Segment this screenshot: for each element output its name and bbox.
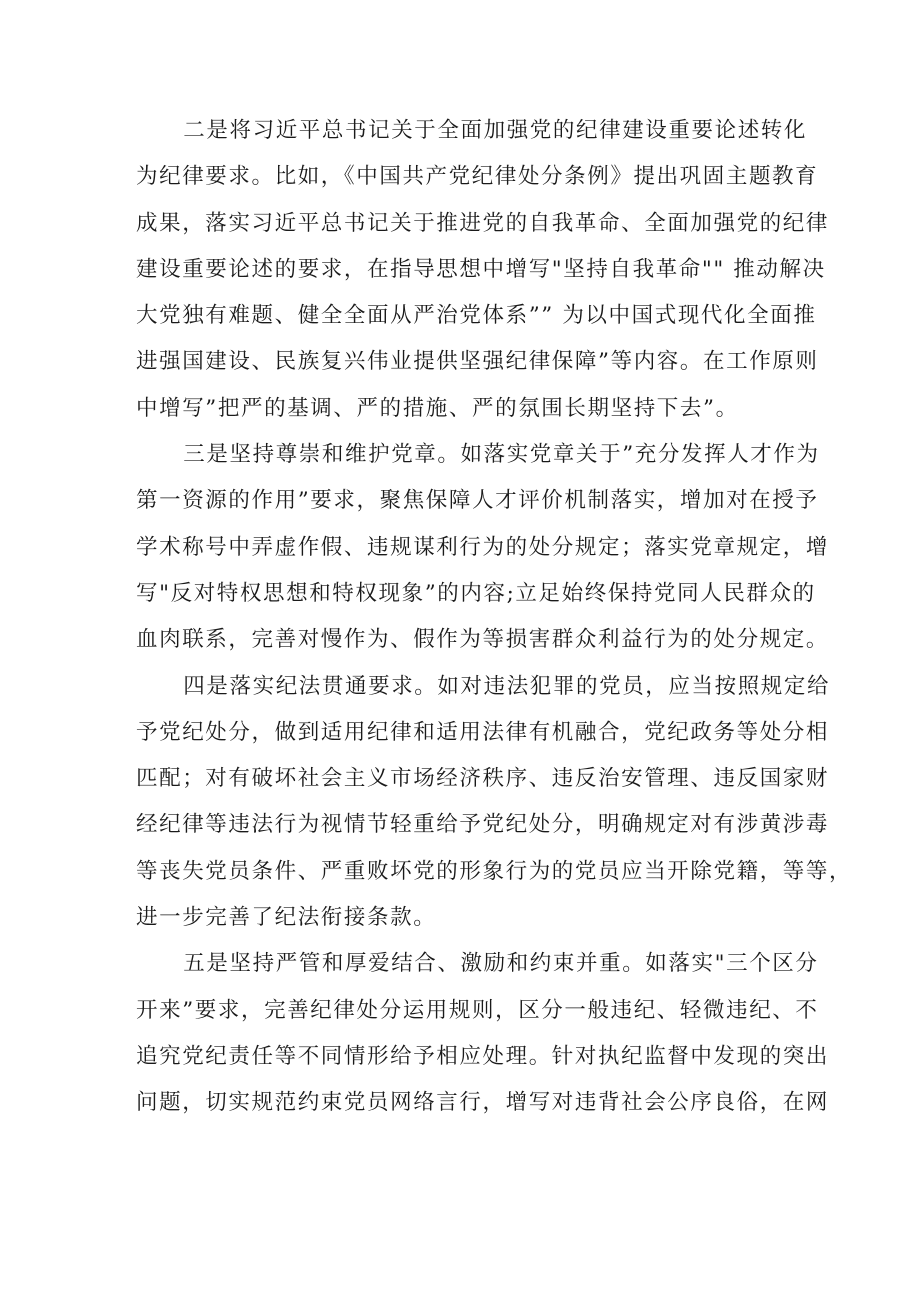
text-line: 学术称号中弄虚作假、违规谋利行为的处分规定；落实党章规定，增 xyxy=(136,534,830,560)
text-line: 等丧失党员条件、严重败坏党的形象行为的党员应当开除党籍，等等， xyxy=(136,858,853,884)
paragraph-5 xyxy=(136,941,830,1126)
paragraph-4 xyxy=(136,664,853,942)
text-line: 为纪律要求。比如，《中国共产党纪律处分条例》提出巩固主题教育 xyxy=(136,164,819,190)
text-line: 问题，切实规范约束党员网络言行，增写对违背社会公序良俗，在网 xyxy=(136,1090,830,1116)
text-line: 追究党纪责任等不同情形给予相应处理。针对执纪监督中发现的突出 xyxy=(136,1043,830,1069)
text-line: 四是落实纪法贯通要求。如对违法犯罪的党员，应当按照规定给 xyxy=(183,673,831,699)
text-line: 中增写”把严的基调、严的措施、严的氛围长期坚持下去”。 xyxy=(136,395,739,421)
text-line: 进强国建设、民族复兴伟业提供坚强纪律保障”等内容。在工作原则 xyxy=(136,349,819,375)
text-line: 进一步完善了纪法衔接条款。 xyxy=(136,905,437,931)
text-line: 第一资源的作用”要求，聚焦保障人才评价机制落实，增加对在授予 xyxy=(136,488,819,514)
text-line: 成果，落实习近平总书记关于推进党的自我革命、全面加强党的纪律 xyxy=(136,210,830,236)
text-line: 五是坚持严管和厚爱结合、激励和约束并重。如落实"三个区分 xyxy=(183,951,819,977)
text-line: 匹配；对有破坏社会主义市场经济秩序、违反治安管理、违反国家财 xyxy=(136,766,830,792)
text-line: 大党独有难题、健全全面从严治党体系”” 为以中国式现代化全面推 xyxy=(136,303,817,329)
text-line: 写"反对特权思想和特权现象”的内容;立足始终保持党同人民群众的 xyxy=(136,580,816,606)
paragraph-3 xyxy=(136,432,830,663)
text-line: 建设重要论述的要求，在指导思想中增写"坚持自我革命"" 推动解决 xyxy=(136,256,826,282)
text-line: 二是将习近平总书记关于全面加强党的纪律建设重要论述转化 xyxy=(183,118,807,143)
text-line: 经纪律等违法行为视情节轻重给予党纪处分，明确规定对有涉黄涉毒 xyxy=(136,812,830,838)
text-line: 予党纪处分，做到适用纪律和适用法律有机融合，党纪政务等处分相 xyxy=(136,719,830,745)
text-line: 三是坚持尊崇和维护党章。如落实党章关于”充分发挥人才作为 xyxy=(183,442,820,468)
text-line: 开来”要求，完善纪律处分运用规则，区分一般违纪、轻微违纪、不 xyxy=(136,997,819,1023)
paragraph-2 xyxy=(136,108,830,432)
text-line: 血肉联系，完善对慢作为、假作为等损害群众利益行为的处分规定。 xyxy=(136,627,830,653)
document-body xyxy=(136,108,853,1127)
